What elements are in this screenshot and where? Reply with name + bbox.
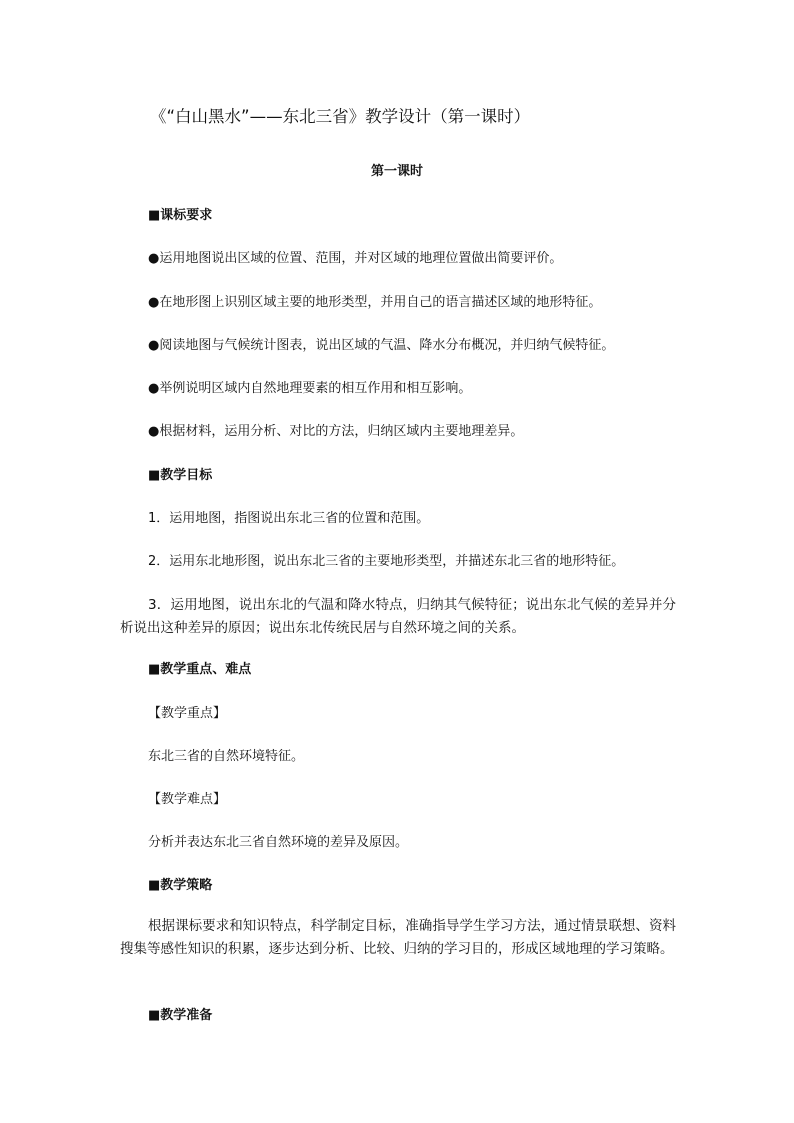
section-heading-preparation: ■教学准备 — [148, 1008, 213, 1023]
curriculum-item: ●运用地图说出区域的位置、范围，并对区域的地理位置做出简要评价。 — [148, 251, 563, 266]
section-heading-curriculum: ■课标要求 — [148, 208, 213, 223]
strategy-text: 根据课标要求和知识特点，科学制定目标，准确指导学生学习方法，通过情景联想、资料搜集等感性知识的积累，逐步达到分析、比较、归纳的学习目的，形成区域地理的学习策略。 — [120, 918, 676, 957]
focus-text: 东北三省的自然环境特征。 — [148, 749, 305, 764]
objective-item: 2．运用东北地形图，说出东北三省的主要地形类型，并描述东北三省的地形特征。 — [148, 554, 625, 569]
document-title: 《“白山黑水”——东北三省》教学设计（第一课时） — [150, 107, 531, 126]
difficulty-text: 分析并表达东北三省自然环境的差异及原因。 — [148, 835, 409, 850]
section-heading-key-points: ■教学重点、难点 — [148, 662, 252, 677]
objective-item: 1．运用地图，指图说出东北三省的位置和范围。 — [148, 511, 430, 526]
section-heading-objectives: ■教学目标 — [148, 468, 213, 483]
document-subtitle: 第一课时 — [370, 164, 423, 179]
focus-label: 【教学重点】 — [148, 706, 227, 721]
curriculum-item: ●在地形图上识别区域主要的地形类型，并用自己的语言描述区域的地形特征。 — [148, 295, 602, 310]
objective-item: 3．运用地图，说出东北的气温和降水特点，归纳其气候特征；说出东北气候的差异并分析说出这种差异的原因；说出东北传统民居与自然环境之间的关系。 — [120, 597, 676, 636]
curriculum-item: ●阅读地图与气候统计图表，说出区域的气温、降水分布概况，并归纳气候特征。 — [148, 338, 615, 353]
difficulty-label: 【教学难点】 — [148, 792, 227, 807]
section-heading-strategy: ■教学策略 — [148, 878, 213, 893]
curriculum-item: ●根据材料，运用分析、对比的方法，归纳区域内主要地理差异。 — [148, 424, 524, 439]
curriculum-item: ●举例说明区域内自然地理要素的相互作用和相互影响。 — [148, 381, 472, 396]
